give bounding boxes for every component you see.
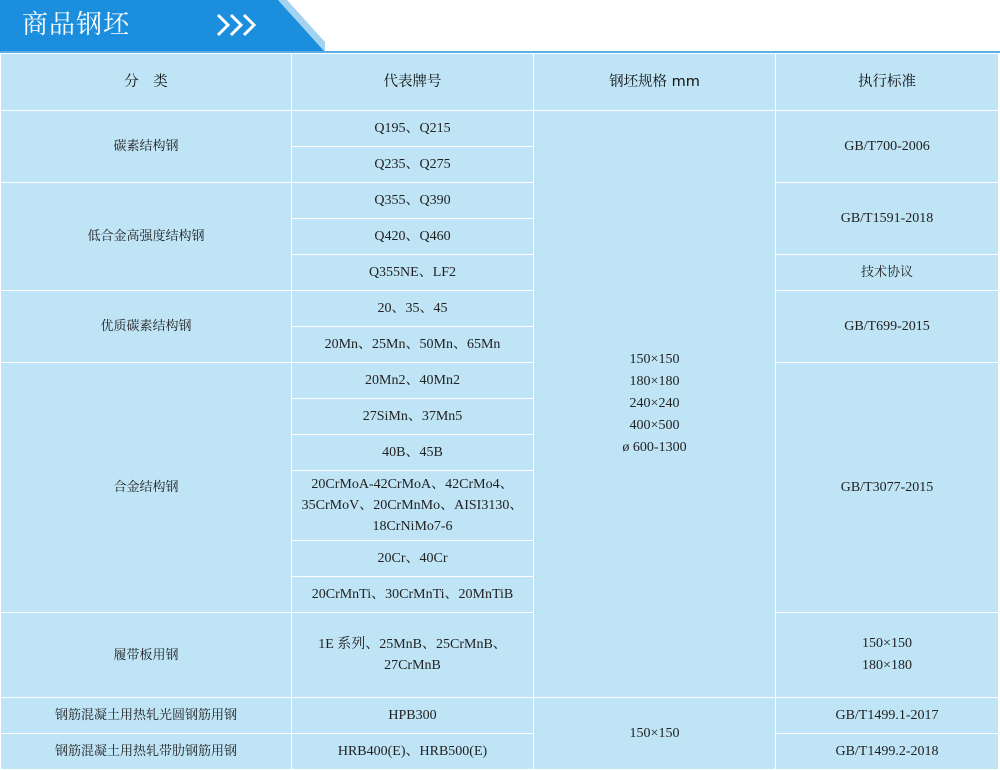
grade-cell: 40B、45B <box>292 435 534 471</box>
column-header-grade: 代表牌号 <box>292 54 534 111</box>
spec-cell-main <box>534 111 776 698</box>
column-header-standard: 执行标准 <box>776 54 999 111</box>
grade-cell: Q355、Q390 <box>292 183 534 219</box>
table-header-row <box>1 54 999 111</box>
standard-cell: GB/T700-2006 <box>776 111 999 183</box>
standard-cell: GB/T1499.1-2017 <box>776 698 999 734</box>
grade-cell-multiline <box>292 613 534 698</box>
spec-line: ø 600-1300 <box>622 440 687 455</box>
grade-cell: 27SiMn、37Mn5 <box>292 399 534 435</box>
grade-line: 1E 系列、25MnB、25CrMnB、 <box>318 637 507 652</box>
category-cell: 低合金高强度结构钢 <box>1 183 292 291</box>
spec-line: 180×180 <box>862 658 912 673</box>
grade-cell: Q355NE、LF2 <box>292 255 534 291</box>
grade-cell: Q235、Q275 <box>292 147 534 183</box>
standard-cell: GB/T1499.2-2018 <box>776 734 999 770</box>
table-row <box>1 291 999 327</box>
grade-line: 35CrMoV、20CrMnMo、AISI3130、 <box>301 498 524 513</box>
grade-cell: 20、35、45 <box>292 291 534 327</box>
spec-cell-track <box>776 613 999 698</box>
grade-cell: Q420、Q460 <box>292 219 534 255</box>
grade-cell: 20Mn2、40Mn2 <box>292 363 534 399</box>
spec-line: 150×150 <box>629 352 680 367</box>
table-row <box>1 183 999 219</box>
spec-line: 240×240 <box>629 396 680 411</box>
category-cell: 钢筋混凝土用热轧带肋钢筋用钢 <box>1 734 292 770</box>
grade-line: 18CrNiMo7-6 <box>372 519 453 534</box>
standard-cell: 技术协议 <box>776 255 999 291</box>
spec-line: 150×150 <box>862 636 912 651</box>
spec-line: 180×180 <box>629 374 680 389</box>
grade-cell: HPB300 <box>292 698 534 734</box>
table-row <box>1 698 999 734</box>
table-row <box>1 613 999 698</box>
column-header-category: 分 类 <box>1 54 292 111</box>
grade-cell: 20CrMnTi、30CrMnTi、20MnTiB <box>292 577 534 613</box>
category-cell: 合金结构钢 <box>1 363 292 613</box>
grade-cell: Q195、Q215 <box>292 111 534 147</box>
spec-line: 400×500 <box>629 418 680 433</box>
grade-cell: 20Cr、40Cr <box>292 541 534 577</box>
spec-cell-rebar: 150×150 <box>534 698 776 770</box>
steel-billet-table <box>0 53 999 770</box>
column-header-spec: 钢坯规格 mm <box>534 54 776 111</box>
category-cell: 优质碳素结构钢 <box>1 291 292 363</box>
grade-line: 20CrMoA-42CrMoA、42CrMo4、 <box>311 477 514 492</box>
triple-chevron-right-icon <box>215 12 257 38</box>
standard-cell: GB/T3077-2015 <box>776 363 999 613</box>
grade-cell-multiline <box>292 471 534 541</box>
category-cell: 钢筋混凝土用热轧光圆钢筋用钢 <box>1 698 292 734</box>
section-header <box>0 0 1000 52</box>
category-cell: 履带板用钢 <box>1 613 292 698</box>
table-row <box>1 363 999 399</box>
standard-cell: GB/T699-2015 <box>776 291 999 363</box>
table-row <box>1 111 999 147</box>
grade-cell: 20Mn、25Mn、50Mn、65Mn <box>292 327 534 363</box>
grade-cell: HRB400(E)、HRB500(E) <box>292 734 534 770</box>
grade-line: 27CrMnB <box>384 658 441 673</box>
standard-cell: GB/T1591-2018 <box>776 183 999 255</box>
table-row <box>1 734 999 770</box>
page-title: 商品钢坯 <box>22 10 131 40</box>
category-cell: 碳素结构钢 <box>1 111 292 183</box>
